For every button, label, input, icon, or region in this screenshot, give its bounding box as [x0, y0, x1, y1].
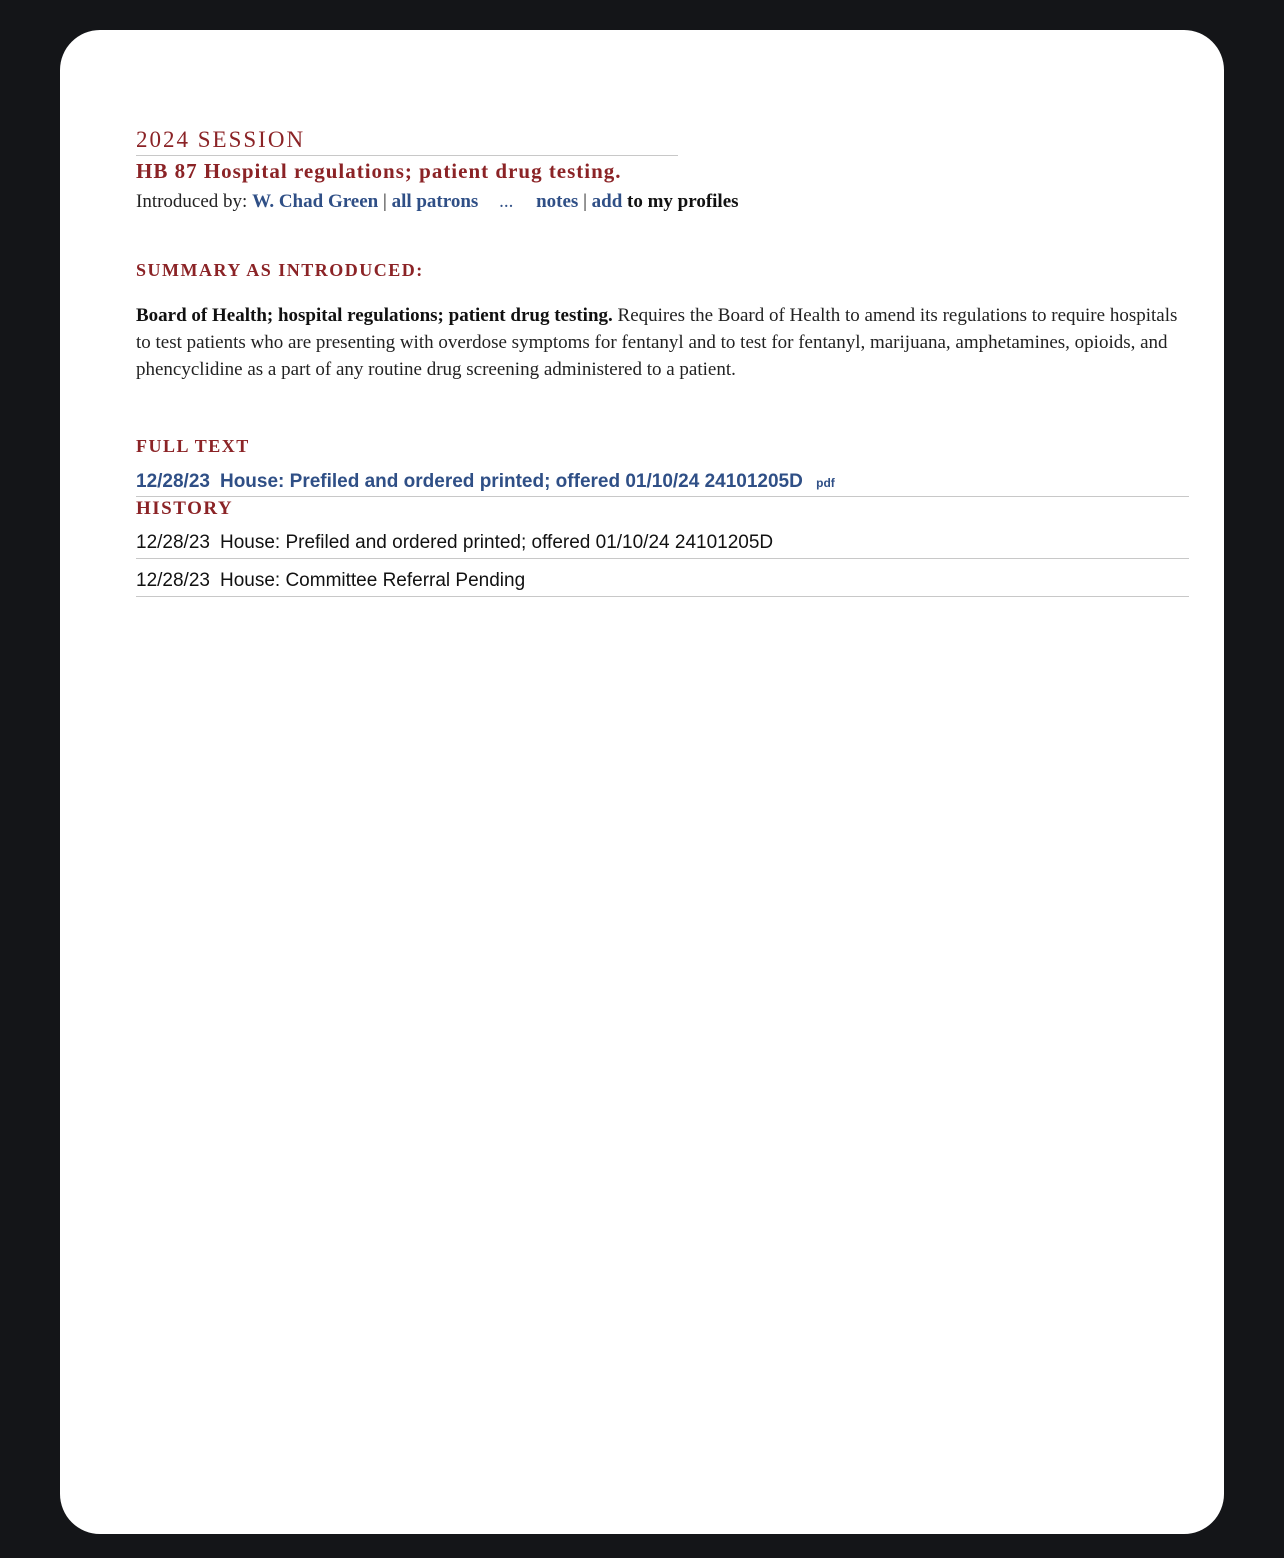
bill-title: HB 87 Hospital regulations; patient drug testing.: [136, 159, 622, 183]
full-text-heading: FULL TEXT: [136, 436, 250, 456]
summary-heading: SUMMARY AS INTRODUCED:: [136, 260, 424, 280]
history-heading: HISTORY: [136, 498, 234, 519]
full-text-date[interactable]: 12/28/23: [136, 471, 210, 492]
introduced-by-label: Introduced by:: [136, 191, 248, 212]
summary-text: [136, 302, 1189, 383]
history-description: House: Prefiled and ordered printed; offered 01/10/24 24101205D: [219, 532, 774, 553]
add-link[interactable]: add: [591, 191, 623, 212]
session-label: 2024 SESSION: [136, 126, 678, 156]
full-text-description[interactable]: House: Prefiled and ordered printed; offered 01/10/24 24101205D: [219, 471, 803, 492]
bill-page-content: [136, 126, 1189, 597]
pdf-link[interactable]: pdf: [816, 476, 835, 490]
history-date: 12/28/23: [136, 532, 210, 553]
full-text-item[interactable]: [136, 469, 1189, 497]
history-date: 12/28/23: [136, 570, 210, 591]
patron-link[interactable]: W. Chad Green: [252, 191, 379, 212]
summary-lead: Board of Health; hospital regulations; patient drug testing.: [136, 305, 613, 326]
notes-link[interactable]: notes: [536, 191, 579, 212]
introduced-by-line: [136, 189, 1189, 215]
history-row: [136, 559, 1189, 597]
separator: |: [383, 191, 387, 212]
ellipsis: ...: [499, 191, 514, 212]
all-patrons-link[interactable]: all patrons: [391, 191, 479, 212]
history-description: House: Committee Referral Pending: [219, 570, 526, 591]
document-card: [60, 30, 1224, 1534]
history-row: [136, 521, 1189, 559]
to-profiles-text: to my profiles: [627, 191, 739, 212]
separator: |: [583, 191, 587, 212]
summary-body: Requires the Board of Health to amend its regulations to require hospitals to test patients who are presenting with overdose symptoms for fentanyl and to test for fentanyl, marijuana, amphetamines, opioids, and phencyclidine as a part of any routine drug screening administered to a patient.: [136, 305, 1178, 380]
